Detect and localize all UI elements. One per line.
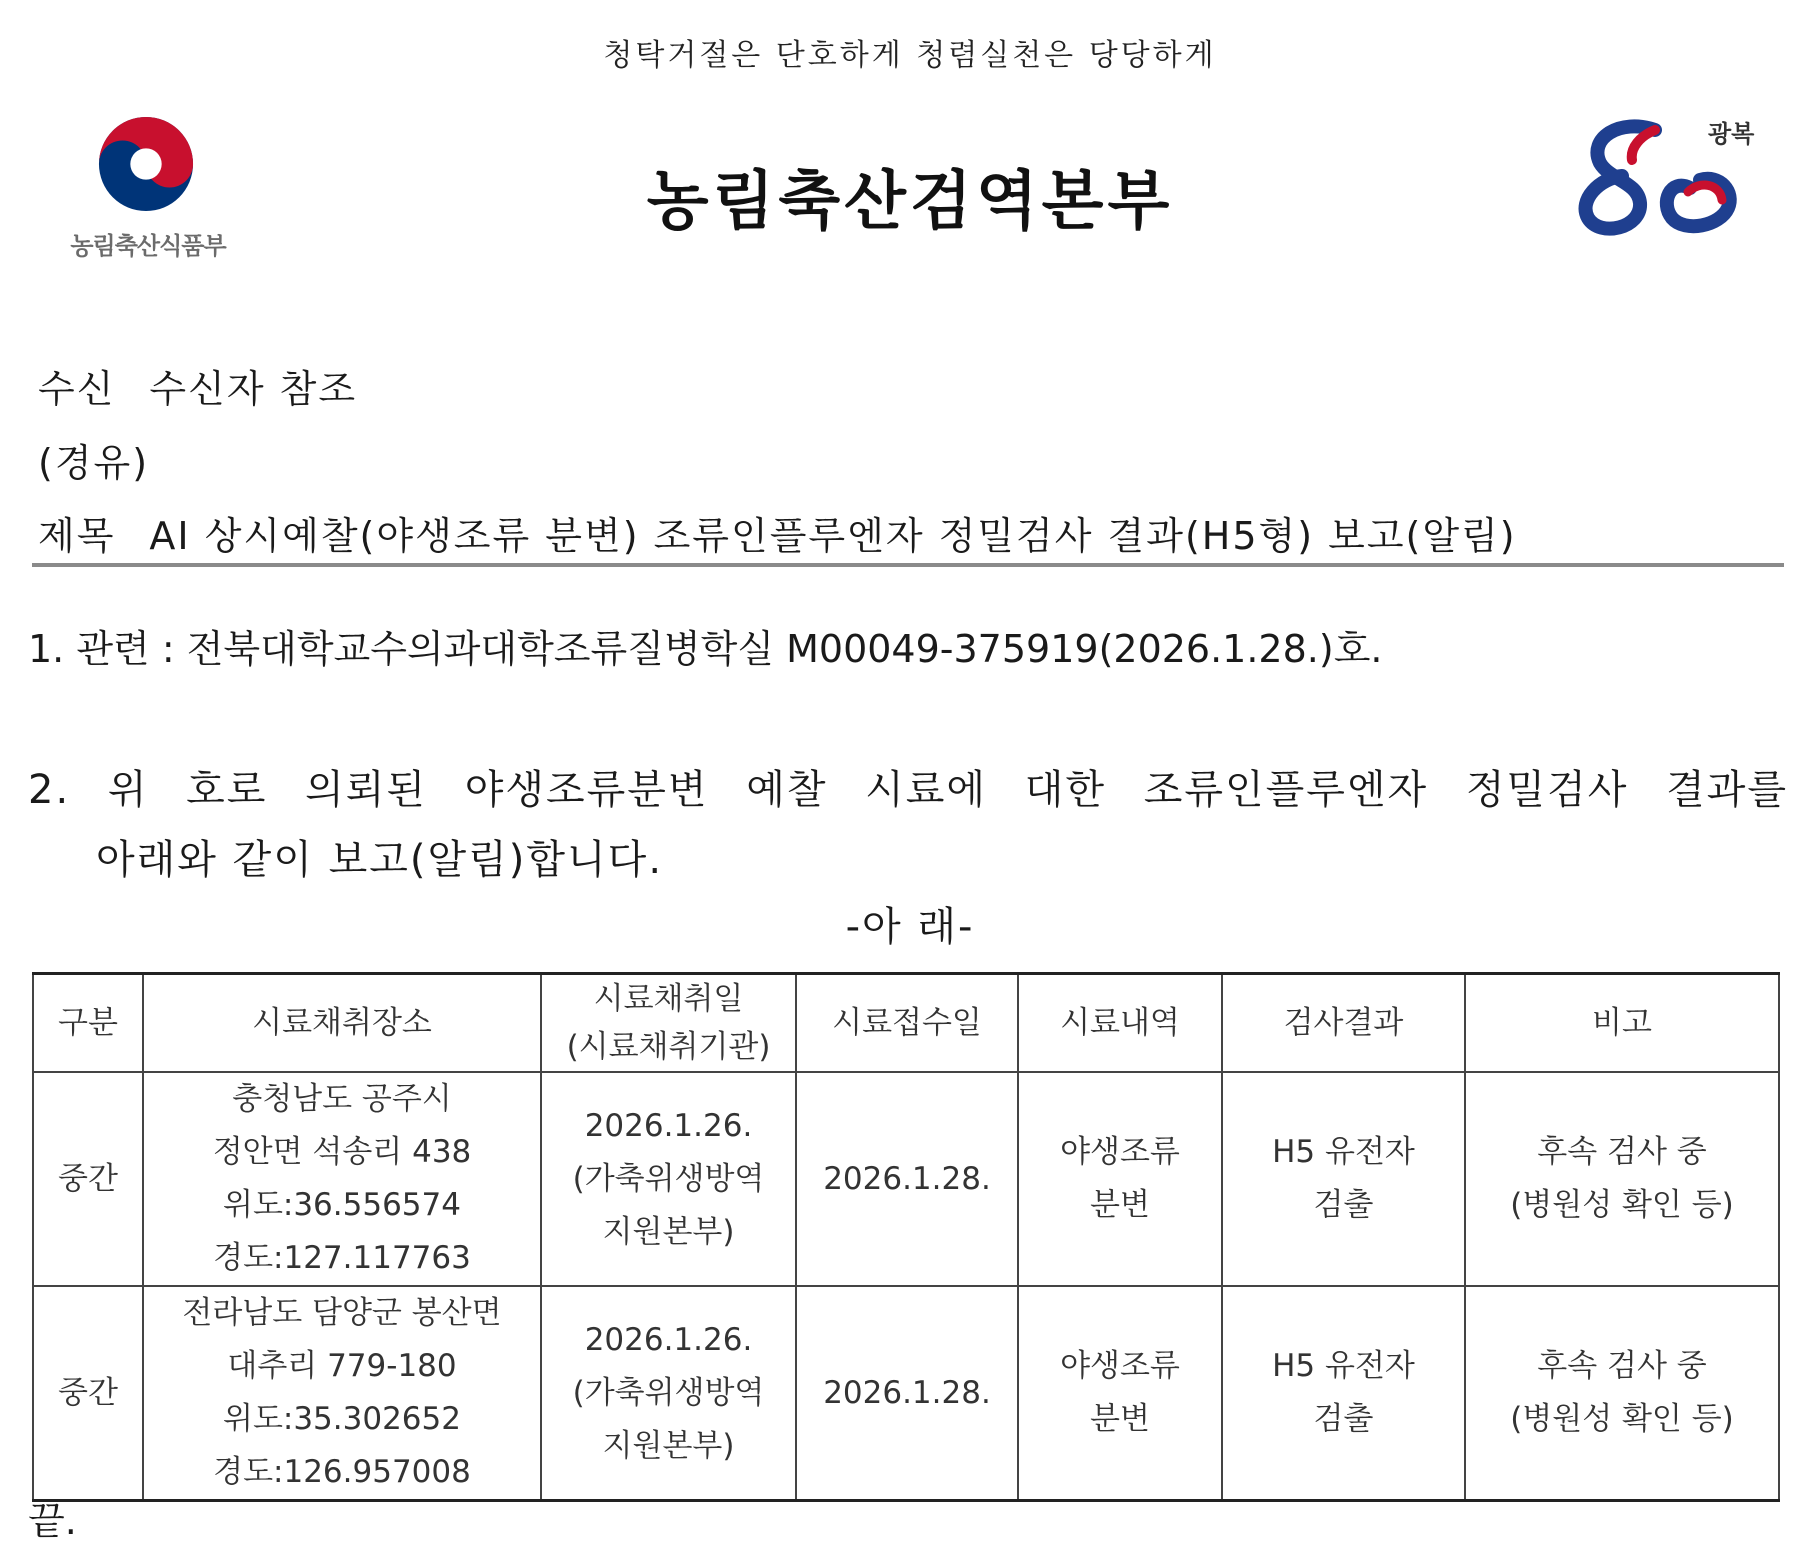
subject-value: AI 상시예찰(야생조류 분변) 조류인플루엔자 정밀검사 결과(H5형) 보고(알림) xyxy=(149,514,1517,558)
sample-line: 분변 xyxy=(1090,1401,1150,1437)
result-line: H5 유전자 xyxy=(1272,1348,1415,1384)
sample-line: 야생조류 xyxy=(1060,1348,1180,1384)
note-line: (병원성 확인 등) xyxy=(1510,1187,1734,1223)
result-line: 검출 xyxy=(1313,1401,1374,1437)
slogan: 청탁거절은 단호하게 청렴실천은 당당하게 xyxy=(603,38,1217,73)
cell-sample xyxy=(1018,1286,1222,1501)
ministry-name: 농림축산식품부 xyxy=(70,232,226,260)
location-line: 정안면 석송리 438 xyxy=(212,1134,472,1170)
header-collection-date-label: 시료채취일 xyxy=(593,981,744,1017)
cell-collection xyxy=(541,1286,796,1501)
anniversary-label: 광복 xyxy=(1708,120,1755,148)
collection-agency-line: 지원본부) xyxy=(602,1427,735,1464)
below-marker: -아 래- xyxy=(845,904,975,950)
recipient-label: 수신 xyxy=(38,367,116,411)
location-latitude: 위도:36.556574 xyxy=(223,1187,461,1223)
table-row xyxy=(33,1286,1779,1501)
location-longitude: 경도:127.117763 xyxy=(213,1240,471,1276)
cell-result xyxy=(1222,1286,1465,1501)
via-line xyxy=(38,432,149,487)
header-sample: 시료내역 xyxy=(1018,974,1222,1073)
location-line: 전라남도 담양군 봉산면 xyxy=(182,1295,502,1331)
note-line: 후속 검사 중 xyxy=(1537,1348,1707,1384)
report-paragraph-line2: 아래와 같이 보고(알림)합니다. xyxy=(96,837,664,883)
org-title: 농림축산검역본부 xyxy=(646,165,1174,239)
cell-category: 중간 xyxy=(33,1286,143,1501)
header-collection-date xyxy=(541,974,796,1073)
header-received-date: 시료접수일 xyxy=(796,974,1018,1073)
result-line: H5 유전자 xyxy=(1272,1134,1415,1170)
related-paragraph: 1. 관련 : 전북대학교수의과대학조류질병학실 M00049-375919(2026.1.28.)호. xyxy=(28,627,1383,671)
subject-line xyxy=(38,505,1517,560)
subject-label: 제목 xyxy=(38,514,116,558)
cell-received-date: 2026.1.28. xyxy=(796,1072,1018,1286)
sample-line: 야생조류 xyxy=(1060,1134,1180,1170)
cell-note xyxy=(1465,1072,1779,1286)
sample-line: 분변 xyxy=(1090,1187,1150,1223)
header-category: 구분 xyxy=(33,974,143,1073)
header-note: 비고 xyxy=(1465,974,1779,1073)
cell-collection xyxy=(541,1072,796,1286)
cell-sample xyxy=(1018,1072,1222,1286)
collection-agency-line: 지원본부) xyxy=(602,1213,735,1250)
recipient-line xyxy=(38,358,357,413)
result-line: 검출 xyxy=(1313,1187,1374,1223)
end-mark: 끝. xyxy=(28,1499,77,1543)
collection-date: 2026.1.26. xyxy=(584,1321,753,1358)
collection-date: 2026.1.26. xyxy=(584,1107,753,1144)
cell-location xyxy=(143,1286,541,1501)
via-label: (경유) xyxy=(38,441,150,485)
collection-agency-line: (가축위생방역 xyxy=(572,1160,765,1197)
collection-agency-line: (가축위생방역 xyxy=(572,1374,765,1411)
results-table xyxy=(32,972,1780,1502)
table-header-row xyxy=(33,974,1779,1073)
note-line: (병원성 확인 등) xyxy=(1510,1401,1734,1437)
location-line: 충청남도 공주시 xyxy=(232,1081,452,1117)
location-longitude: 경도:126.957008 xyxy=(213,1454,471,1490)
header-divider xyxy=(32,563,1784,567)
cell-category: 중간 xyxy=(33,1072,143,1286)
cell-location xyxy=(143,1072,541,1286)
header-collection-agency-label: (시료채취기관) xyxy=(566,1029,771,1065)
report-paragraph-line1: 2. 위 호로 의뢰된 야생조류분변 예찰 시료에 대한 조류인플루엔자 정밀검사 결과를 xyxy=(28,767,1788,813)
note-line: 후속 검사 중 xyxy=(1537,1134,1707,1170)
cell-note xyxy=(1465,1286,1779,1501)
location-line: 대추리 779-180 xyxy=(227,1348,457,1384)
header-result: 검사결과 xyxy=(1222,974,1465,1073)
cell-received-date: 2026.1.28. xyxy=(796,1286,1018,1501)
header-location: 시료채취장소 xyxy=(143,974,541,1073)
table-row xyxy=(33,1072,1779,1286)
anniversary-logo xyxy=(1560,108,1780,268)
cell-result xyxy=(1222,1072,1465,1286)
location-latitude: 위도:35.302652 xyxy=(223,1401,461,1437)
recipient-value: 수신자 참조 xyxy=(149,367,358,411)
